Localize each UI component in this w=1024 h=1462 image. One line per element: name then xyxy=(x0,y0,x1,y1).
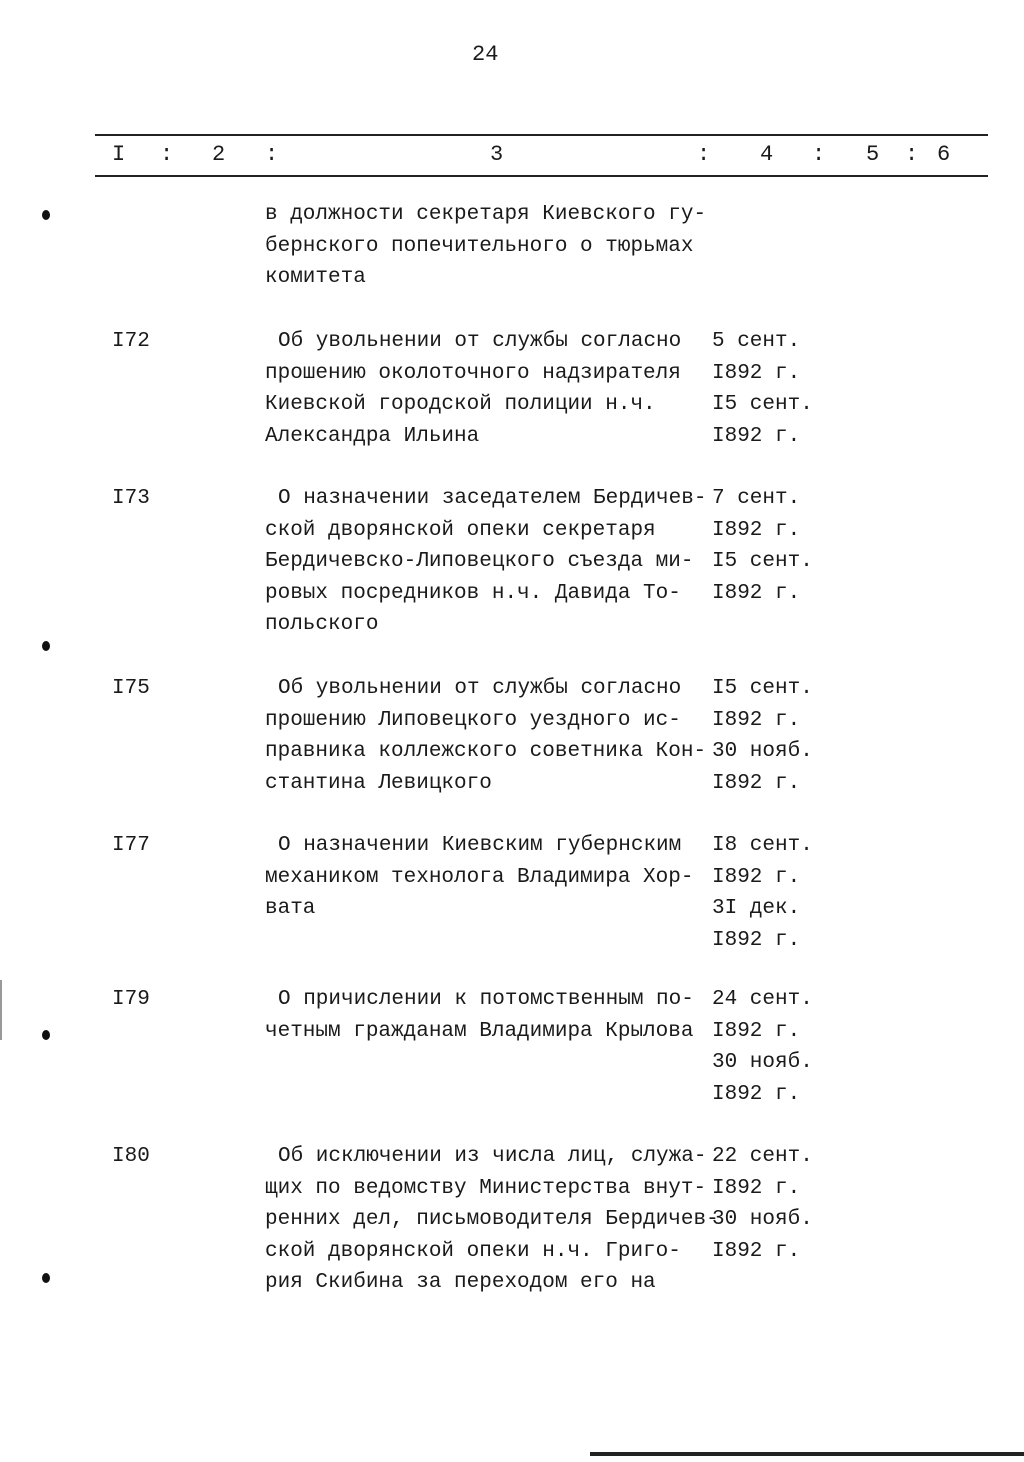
date-line: 22 сент. xyxy=(712,1145,813,1168)
punch-hole xyxy=(42,1030,50,1040)
description-line: польского xyxy=(265,613,379,636)
date-line: 30 нояб. xyxy=(712,740,813,763)
description-line: О назначении Киевским губернским xyxy=(278,834,682,857)
description-line: Об увольнении от службы согласно xyxy=(278,677,682,700)
record-number: I72 xyxy=(112,330,150,353)
description-line: четным гражданам Владимира Крылова xyxy=(265,1019,694,1043)
column-header: 3 xyxy=(490,142,504,167)
date-line: I892 г. xyxy=(712,1239,801,1263)
punch-hole xyxy=(42,1273,50,1283)
date-line: I8 сент. xyxy=(712,834,813,857)
description-line: в должности секретаря Киевского гу- xyxy=(265,203,707,226)
bottom-rule xyxy=(590,1452,1024,1456)
date-line: I892 г. xyxy=(712,518,801,542)
description-line: вата xyxy=(265,897,316,920)
date-line: I5 сент. xyxy=(712,677,813,700)
date-line: I892 г. xyxy=(712,1019,801,1043)
record-description xyxy=(265,984,694,1047)
description-line: правника коллежского советника Кон- xyxy=(265,740,707,763)
description-line: О причислении к потомственным по- xyxy=(278,988,694,1011)
record-description xyxy=(265,830,693,925)
page-number: 24 xyxy=(472,42,499,67)
punch-hole xyxy=(42,641,50,651)
margin-mark xyxy=(0,980,2,1040)
description-line: ренних дел, письмоводителя Бердичев- xyxy=(265,1208,719,1231)
record-dates xyxy=(712,326,813,452)
date-line: I892 г. xyxy=(712,928,801,952)
date-line: I892 г. xyxy=(712,361,801,385)
column-header: I xyxy=(112,142,126,167)
description-line: комитета xyxy=(265,266,366,289)
date-line: I892 г. xyxy=(712,865,801,889)
description-line: рия Скибина за переходом его на xyxy=(265,1271,656,1294)
record-dates xyxy=(712,483,813,609)
record-description xyxy=(265,199,706,294)
description-line: Киевской городской полиции н.ч. xyxy=(265,393,656,416)
description-line: Бердичевско-Липовецкого съезда ми- xyxy=(265,550,694,573)
date-line: I5 сент. xyxy=(712,393,813,416)
column-separator: : xyxy=(697,142,711,167)
description-line: ровых посредников н.ч. Давида То- xyxy=(265,581,681,605)
description-line: прошению Липовецкого уездного ис- xyxy=(265,708,681,732)
date-line: I892 г. xyxy=(712,424,801,448)
column-separator: : xyxy=(812,142,826,167)
description-line: механиком технолога Владимира Хор- xyxy=(265,865,694,889)
record-number: I77 xyxy=(112,834,150,857)
record-dates xyxy=(712,673,813,799)
date-line: 30 нояб. xyxy=(712,1208,813,1231)
description-line: ской дворянской опеки секретаря xyxy=(265,518,656,542)
date-line: I892 г. xyxy=(712,1176,801,1200)
column-header: 4 xyxy=(760,142,774,167)
description-line: Александра Ильина xyxy=(265,424,480,448)
record-dates xyxy=(712,984,813,1110)
header-bottom-rule xyxy=(95,175,988,177)
record-number: I80 xyxy=(112,1145,150,1168)
record-description xyxy=(265,483,706,641)
date-line: 24 сент. xyxy=(712,988,813,1011)
date-line: 3I дек. xyxy=(712,897,801,920)
description-line: бернского попечительного о тюрьмах xyxy=(265,234,694,258)
column-separator: : xyxy=(905,142,919,167)
description-line: щих по ведомству Министерства внут- xyxy=(265,1176,707,1200)
date-line: I892 г. xyxy=(712,581,801,605)
date-line: 7 сент. xyxy=(712,487,801,510)
date-line: I892 г. xyxy=(712,771,801,795)
record-number: I79 xyxy=(112,988,150,1011)
column-header: 6 xyxy=(937,142,951,167)
column-header: 5 xyxy=(866,142,880,167)
description-line: ской дворянской опеки н.ч. Григо- xyxy=(265,1239,681,1263)
record-description xyxy=(265,673,706,799)
date-line: I5 сент. xyxy=(712,550,813,573)
record-dates xyxy=(712,1141,813,1267)
column-separator: : xyxy=(160,142,174,167)
description-line: прошению околоточного надзирателя xyxy=(265,361,681,385)
record-description xyxy=(265,1141,719,1299)
record-number: I75 xyxy=(112,677,150,700)
punch-hole xyxy=(42,210,50,220)
description-line: Об исключении из числа лиц, служа- xyxy=(278,1145,707,1168)
date-line: 5 сент. xyxy=(712,330,801,353)
description-line: О назначении заседателем Бердичев- xyxy=(278,487,707,510)
date-line: I892 г. xyxy=(712,1082,801,1106)
record-number: I73 xyxy=(112,487,150,510)
description-line: стантина Левицкого xyxy=(265,771,492,795)
record-description xyxy=(265,326,681,452)
date-line: I892 г. xyxy=(712,708,801,732)
date-line: 30 нояб. xyxy=(712,1051,813,1074)
description-line: Об увольнении от службы согласно xyxy=(278,330,682,353)
column-header: 2 xyxy=(212,142,226,167)
record-dates xyxy=(712,830,813,956)
column-separator: : xyxy=(265,142,279,167)
header-top-rule xyxy=(95,134,988,136)
